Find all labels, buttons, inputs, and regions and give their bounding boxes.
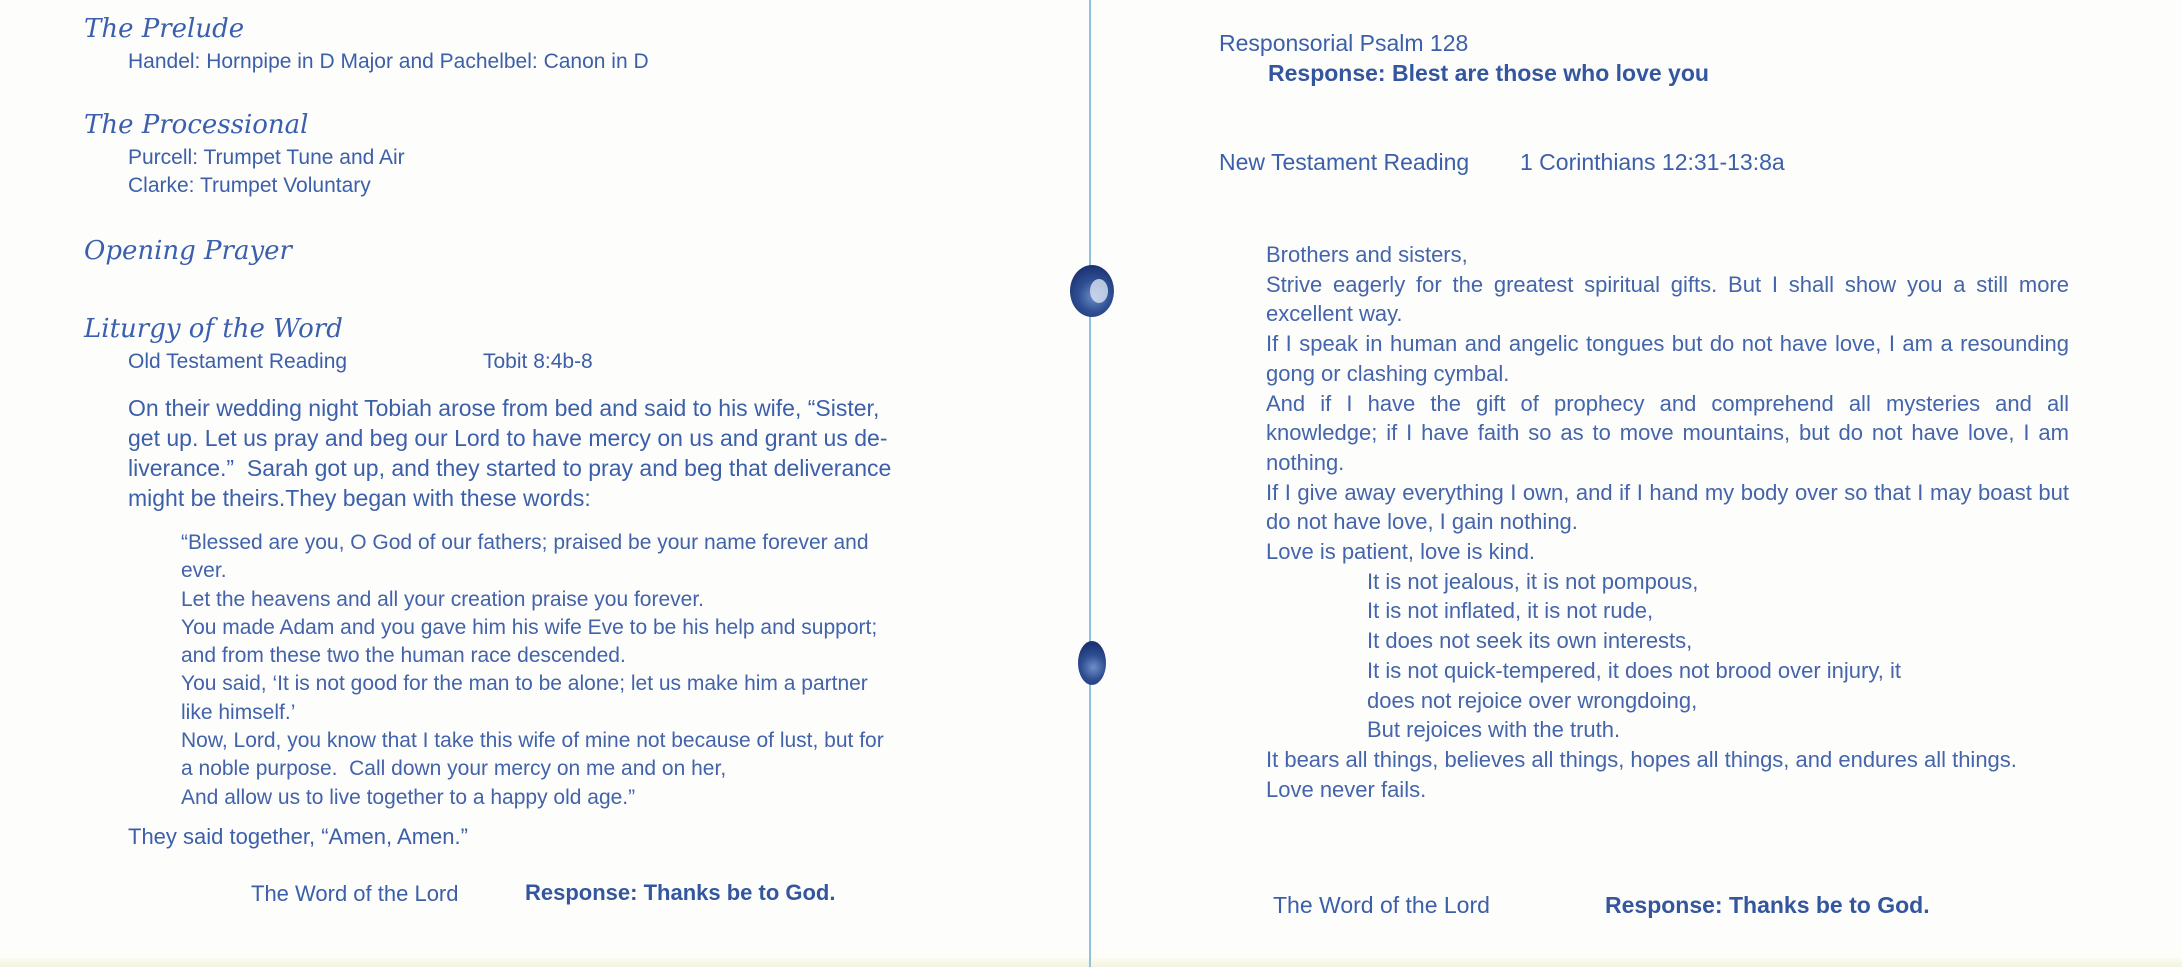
quote-line: a noble purpose. Call down your mercy on me and on her, bbox=[181, 757, 727, 781]
corinthians-reading bbox=[1266, 240, 2069, 804]
reading-line: It is not quick-tempered, it does not brood over injury, it does not rejoice over wrongdoing, bbox=[1367, 657, 1901, 713]
nt-reading-label: New Testament Reading bbox=[1219, 149, 1470, 175]
reading-line: It is not inflated, it is not rude, bbox=[1367, 598, 1654, 624]
quote-line: You said, ‘It is not good for the man to be alone; let us make him a partner bbox=[181, 672, 868, 696]
reading-line: It bears all things, believes all things, hopes all things, and endures all things. bbox=[1266, 746, 2017, 772]
amen-line: They said together, “Amen, Amen.” bbox=[128, 824, 468, 849]
ot-paragraph-line: get up. Let us pray and beg our Lord to have mercy on us and grant us de- bbox=[128, 425, 888, 451]
quote-line: Let the heavens and all your creation praise you forever. bbox=[181, 587, 704, 611]
tobit-quote bbox=[181, 529, 1011, 812]
ot-reading-ref: Tobit 8:4b-8 bbox=[483, 350, 593, 373]
nt-reading-ref: 1 Corinthians 12:31-13:8a bbox=[1520, 149, 1785, 175]
reading-line: It is not jealous, it is not pompous, bbox=[1367, 568, 1699, 594]
reading-line: Love is patient, love is kind. bbox=[1266, 539, 1536, 565]
quote-line: like himself.’ bbox=[181, 700, 296, 724]
opening-prayer-heading: Opening Prayer bbox=[84, 236, 292, 266]
ot-paragraph bbox=[128, 393, 1008, 513]
reading-line: But rejoices with the truth. bbox=[1367, 717, 1621, 743]
prelude-heading: The Prelude bbox=[84, 14, 245, 44]
liturgy-heading: Liturgy of the Word bbox=[84, 314, 343, 344]
prelude-text: Handel: Hornpipe in D Major and Pachelbel: Canon in D bbox=[128, 50, 649, 73]
reading-line: It does not seek its own interests, bbox=[1367, 628, 1693, 654]
response-thanks: Response: Thanks be to God. bbox=[1605, 892, 1930, 918]
ot-paragraph-line: On their wedding night Tobiah arose from bed and said to his wife, “Sister, bbox=[128, 395, 880, 421]
processional-item: Purcell: Trumpet Tune and Air bbox=[128, 146, 405, 169]
quote-line: ever. bbox=[181, 559, 227, 583]
ot-paragraph-line: liverance.” Sarah got up, and they started to pray and beg that deliverance bbox=[128, 455, 892, 481]
reading-line: Strive eagerly for the greatest spiritual gifts. But I shall show you a still more excellent way. bbox=[1266, 271, 2069, 327]
quote-line: And allow us to live together to a happy old age.” bbox=[181, 785, 636, 809]
quote-line: Now, Lord, you know that I take this wife of mine not because of lust, but for bbox=[181, 729, 884, 753]
response-thanks: Response: Thanks be to God. bbox=[525, 880, 836, 905]
psalm-title: Responsorial Psalm 128 bbox=[1219, 30, 1469, 56]
processional-heading: The Processional bbox=[84, 110, 309, 140]
reading-line: If I speak in human and angelic tongues but do not have love, I am a resounding gong or clashing cymbal. bbox=[1266, 331, 2069, 386]
processional-item: Clarke: Trumpet Voluntary bbox=[128, 174, 371, 197]
right-page bbox=[1090, 0, 2182, 967]
quote-line: and from these two the human race descended. bbox=[181, 644, 626, 668]
ot-paragraph-line: might be theirs.They began with these words: bbox=[128, 485, 591, 511]
word-of-the-lord: The Word of the Lord bbox=[1273, 892, 1490, 918]
quote-line: “Blessed are you, O God of our fathers; praised be your name forever and bbox=[181, 531, 869, 554]
reading-line: Love never fails. bbox=[1266, 776, 1427, 802]
psalm-response: Response: Blest are those who love you bbox=[1268, 60, 1709, 86]
ot-reading-label: Old Testament Reading bbox=[128, 350, 348, 373]
reading-line: And if I have the gift of prophecy and comprehend all mysteries and all knowledge; if I have faith so as to move mountains, but do not have love, I am nothing. bbox=[1266, 390, 2069, 475]
reading-line: Brothers and sisters, bbox=[1266, 242, 1468, 267]
reading-line: If I give away everything I own, and if I hand my body over so that I may boast but do not have love, I gain nothing. bbox=[1266, 479, 2069, 535]
word-of-the-lord: The Word of the Lord bbox=[251, 881, 459, 906]
quote-line: You made Adam and you gave him his wife Eve to be his help and support; bbox=[181, 615, 878, 639]
left-page bbox=[0, 0, 1090, 967]
